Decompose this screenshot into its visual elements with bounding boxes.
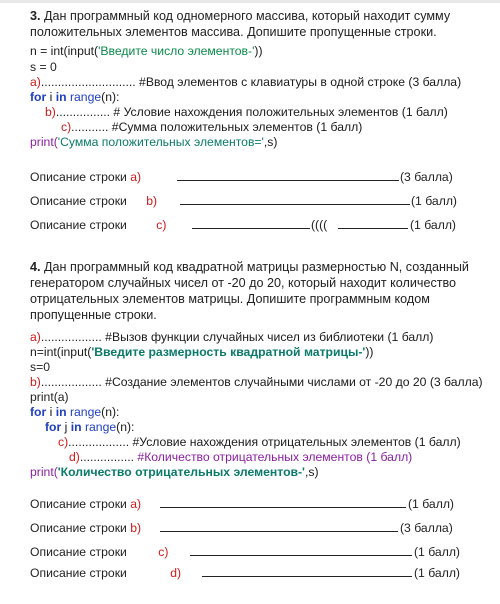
code-string: 'Количество отрицательных элементов-' [57,465,305,479]
task-3-code-line-1 [30,44,263,58]
code-keyword: for [45,420,62,434]
code-comment: #Количество отрицательных элементов (1 балл) [134,450,413,464]
answer-letter: c) [158,545,169,559]
task-4-line-1 [30,259,469,275]
code-blank: ................ [55,105,111,119]
code-text: (n): [101,90,120,104]
code-text: (n): [116,420,135,434]
task-4-code-line-8 [58,435,461,449]
answer-a-line[interactable] [160,499,406,508]
answer-points: (3 балла) [400,521,453,535]
answer-label: Описание строки [30,545,127,559]
code-text: i [46,90,56,104]
code-marker: c) [61,120,72,134]
answer-letter: b) [130,521,142,535]
task-3-answer-b [30,194,157,208]
code-text: i [46,405,56,419]
answer-points: (1 балл) [411,194,457,208]
answer-b-line[interactable] [180,196,410,205]
answer-points: (1 балл) [408,497,454,511]
code-marker: d) [69,450,80,464]
task-3-code-line-5 [45,105,448,119]
task-4-code-line-3: s=0 [30,360,50,374]
answer-letter: b) [146,194,158,208]
task-3-line-1 [30,8,450,24]
task-4-code-line-4 [30,375,483,389]
code-text: ,s) [263,135,278,149]
code-string: 'Введите число элементов-' [98,44,255,58]
code-text: ,s) [304,465,319,479]
code-marker: b) [30,375,41,389]
code-keyword: in [55,405,67,419]
answer-c-line[interactable] [190,547,412,556]
answer-letter: а) [130,497,142,511]
answer-c-line-2[interactable] [338,220,408,229]
answer-mid-text: (((( [311,218,328,232]
code-blank: ........... [71,120,109,134]
code-string: 'Сумма положительных элементов=' [57,135,264,149]
answer-label: Описание строки [30,497,127,511]
code-function: range [66,405,102,419]
code-comment: #Вызов функции случайных чисел из библиотеки (1 балл) [101,330,434,344]
code-comment: #Условие нахождения отрицательных элементов (1 балл) [129,435,461,449]
answer-letter: c) [156,218,167,232]
code-keyword: in [70,420,82,434]
task-4-code-line-7 [45,420,134,434]
task-4-text-1: Дан программный код квадратной матрицы размерностью N, созданный [44,260,469,274]
code-comment: #Создание элементов случайными числами от -20 до 20 (3 балла) [101,375,483,389]
code-comment: # Условие нахождения положительных элементов (1 балл) [110,105,448,119]
code-comment: #Сумма положительных элементов (1 балл) [108,120,363,134]
code-keyword: for [30,405,47,419]
task-3-code-line-7 [30,135,277,149]
answer-d-line[interactable] [202,568,412,577]
code-keyword: for [30,90,47,104]
code-marker: c) [58,435,69,449]
top-divider [0,0,500,3]
task-4-number: 4. [30,260,41,274]
task-3-code-line-6 [61,120,362,134]
code-function: print( [30,465,58,479]
answer-letter: а) [130,170,142,184]
task-4-answer-b [30,521,141,535]
answer-b-line[interactable] [160,523,398,532]
task-4-code-line-9 [69,450,412,464]
task-4-text-2: генератором случайных чисел от -20 до 20, который находит количество [30,276,457,290]
code-keyword: in [55,90,67,104]
code-function: range [66,90,102,104]
answer-c-line[interactable] [192,220,310,229]
task-3-code-line-3 [30,75,461,89]
answer-points: (1 балл) [414,545,460,559]
task-4-text-4: пропущенные строки. [30,308,157,322]
code-blank: .................. [68,435,130,449]
task-3-number: 3. [30,9,41,23]
answer-letter: d) [170,566,182,580]
code-string: 'Введите размерность квадратной матрицы-' [91,345,366,359]
code-function: range [81,420,117,434]
answer-a-line[interactable] [177,172,399,181]
answer-points: (1 балл) [414,566,460,580]
answer-points: (3 балла) [400,170,453,184]
code-marker: a) [30,330,41,344]
code-marker: a) [30,75,41,89]
code-text: n = int(input( [30,44,99,58]
task-3-text-1: Дан программный код одномерного массива, который находит сумму [44,9,451,23]
code-text: (n): [101,405,120,419]
task-4-answer-a [30,497,141,511]
task-3-answer-c [30,218,166,232]
answer-label: Описание строки [30,566,127,580]
task-4-answer-d [30,566,181,580]
task-3-answer-a [30,170,141,184]
code-text: n=int(input( [30,345,92,359]
task-3-code-line-2: s = 0 [30,60,57,74]
code-marker: b) [45,105,56,119]
code-blank: .................. [40,330,102,344]
task-3-code-line-4 [30,90,119,104]
code-comment: #Ввод элементов с клавиатуры в одной строке (3 балла) [135,75,462,89]
task-4-code-line-5: print(a) [30,390,69,404]
task-4-text-3: отрицательных элементов матрицы. Допишите программным кодом [30,292,430,306]
task-4-code-line-10 [30,465,319,479]
code-text: )) [254,44,263,58]
code-blank: ............................ [40,75,136,89]
answer-label: Описание строки [30,521,127,535]
answer-label: Описание строки [30,218,127,232]
code-blank: .................. [40,375,102,389]
answer-label: Описание строки [30,170,127,184]
answer-label: Описание строки [30,194,127,208]
task-4-code-line-1 [30,330,433,344]
task-4-answer-c [30,545,168,559]
code-blank: ................ [79,450,135,464]
code-function: print( [30,135,58,149]
code-text: )) [365,345,374,359]
task-4-code-line-2 [30,345,373,359]
task-4-code-line-6 [30,405,119,419]
answer-points: (1 балл) [410,218,456,232]
code-text: j [61,420,71,434]
task-3-text-2: положительных элементов массива. Допишите пропущенные строки. [30,25,437,39]
